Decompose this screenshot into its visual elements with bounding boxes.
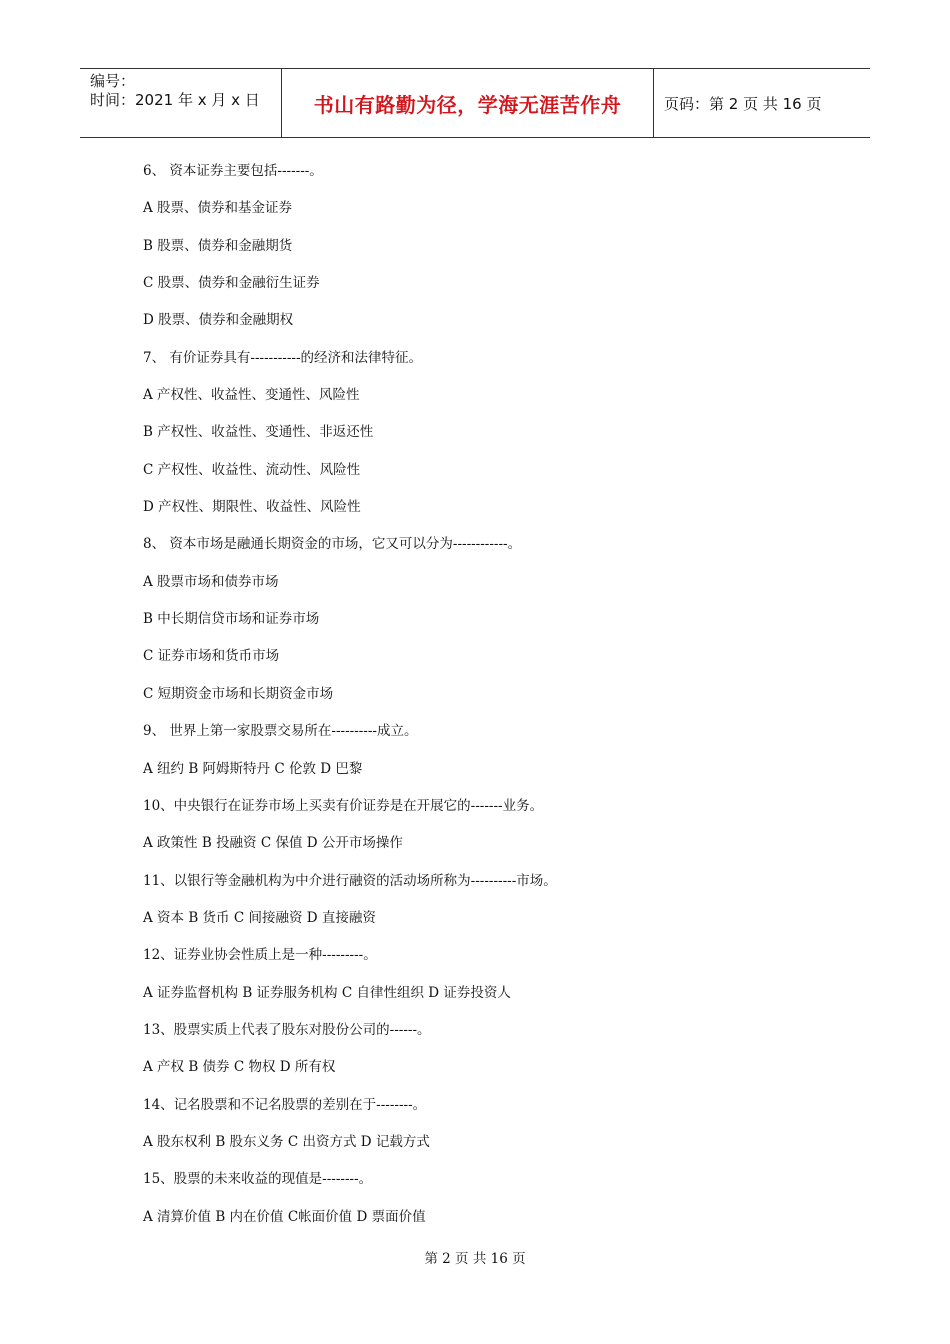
question-11-options: A 资本 B 货币 C 间接融资 D 直接融资 — [143, 909, 376, 926]
document-header — [80, 68, 870, 138]
question-8-option-c2: C 短期资金市场和长期资金市场 — [143, 685, 334, 702]
question-6-option-c: C 股票、债券和金融衍生证券 — [143, 275, 320, 292]
question-7-option-d: D 产权性、期限性、收益性、风险性 — [143, 499, 361, 516]
question-7-option-c: C 产权性、收益性、流动性、风险性 — [143, 461, 361, 478]
question-12: 12、证券业协会性质上是一种---------。 — [143, 947, 377, 964]
question-14-options: A 股东权利 B 股东义务 C 出资方式 D 记载方式 — [143, 1133, 430, 1150]
document-date-label: 时间：2021 年 x 月 x 日 — [90, 91, 260, 109]
question-14: 14、记名股票和不记名股票的差别在于--------。 — [143, 1096, 427, 1113]
question-6-option-d: D 股票、债券和金融期权 — [143, 312, 294, 329]
question-7: 7、 有价证券具有-----------的经济和法律特征。 — [143, 349, 423, 366]
question-7-option-a: A 产权性、收益性、变通性、风险性 — [143, 387, 360, 404]
question-8-option-b: B 中长期信贷市场和证券市场 — [143, 611, 320, 628]
question-6-option-a: A 股票、债券和基金证券 — [143, 200, 293, 217]
question-9-options: A 纽约 B 阿姆斯特丹 C 伦敦 D 巴黎 — [143, 760, 363, 777]
question-10-options: A 政策性 B 投融资 C 保值 D 公开市场操作 — [143, 835, 403, 852]
question-list — [143, 160, 843, 1243]
question-8: 8、 资本市场是融通长期资金的市场，它又可以分为------------。 — [143, 536, 522, 553]
question-6-option-b: B 股票、债券和金融期货 — [143, 237, 293, 254]
page-footer: 第 2 页 共 16 页 — [424, 1251, 526, 1267]
question-9: 9、 世界上第一家股票交易所在----------成立。 — [143, 723, 418, 740]
question-13: 13、股票实质上代表了股东对股份公司的------。 — [143, 1021, 431, 1038]
document-number-label: 编号： — [90, 72, 136, 90]
header-motto: 书山有路勤为径，学海无涯苦作舟 — [282, 69, 654, 137]
header-page-info: 页码：第 2 页 共 16 页 — [664, 94, 822, 113]
question-8-option-c: C 证券市场和货币市场 — [143, 648, 280, 665]
question-15-options: A 清算价值 B 内在价值 C帐面价值 D 票面价值 — [143, 1208, 426, 1225]
question-6: 6、 资本证券主要包括-------。 — [143, 163, 323, 179]
header-left-cell — [80, 69, 282, 137]
question-13-options: A 产权 B 债券 C 物权 D 所有权 — [143, 1059, 336, 1076]
question-7-option-b: B 产权性、收益性、变通性、非返还性 — [143, 424, 374, 441]
question-11: 11、以银行等金融机构为中介进行融资的活动场所称为----------市场。 — [143, 872, 557, 889]
question-15: 15、股票的未来收益的现值是--------。 — [143, 1171, 373, 1188]
question-8-option-a: A 股票市场和债券市场 — [143, 573, 279, 590]
question-10: 10、中央银行在证券市场上买卖有价证券是在开展它的-------业务。 — [143, 797, 544, 814]
question-12-options: A 证券监督机构 B 证券服务机构 C 自律性组织 D 证券投资人 — [143, 984, 511, 1001]
